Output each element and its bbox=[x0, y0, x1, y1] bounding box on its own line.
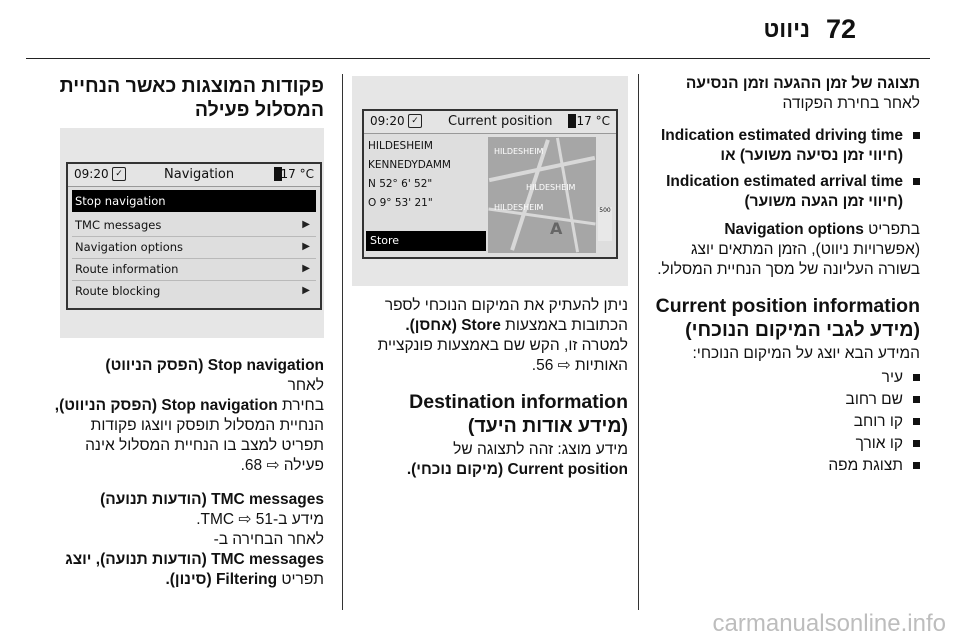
page-title: ניווט bbox=[763, 16, 810, 42]
temperature: 17 °C bbox=[576, 114, 610, 128]
device-screen bbox=[362, 109, 618, 259]
watermark: carmanualsonline.info bbox=[712, 610, 946, 637]
tmc-text: מידע ב-TMC ⇨ 51. bbox=[196, 511, 324, 528]
status-bar bbox=[364, 111, 616, 134]
map-label: HILDESHEIM bbox=[526, 183, 576, 192]
check-icon: ✓ bbox=[112, 167, 126, 181]
stop-navigation-term: Stop navigation bbox=[161, 397, 278, 414]
option-driving-time-he: (חיווי זמן נסיעה משוער) או bbox=[720, 147, 903, 164]
bullet-text: תצוגת מפה bbox=[828, 457, 903, 474]
stop-navigation-term-he: (הפסק הניווט) bbox=[105, 357, 204, 374]
stop-navigation-text-5: פעילה ⇨ 68. bbox=[240, 457, 324, 474]
nav-options-text: (אפשרויות ניווט), הזמן המתאים יוצג bbox=[690, 241, 920, 258]
menu-item-label: Stop navigation bbox=[75, 194, 166, 208]
store-paragraph-line4: האותיות ⇨ 56. bbox=[531, 357, 628, 374]
column-divider-left bbox=[342, 74, 343, 610]
current-position-term-he: (מיקום נוכחי). bbox=[406, 461, 504, 478]
column-left-text bbox=[40, 356, 324, 590]
map-label: A bbox=[550, 219, 563, 238]
section-intro: המידע הבא יוצג על המיקום הנוכחי: bbox=[692, 345, 920, 362]
temperature: 17 °C bbox=[280, 167, 314, 181]
position-details bbox=[368, 137, 484, 213]
tmc-messages-title bbox=[40, 490, 324, 510]
store-term-he: (אחסן). bbox=[405, 317, 457, 334]
map-view[interactable] bbox=[488, 137, 596, 253]
store-term: Store bbox=[461, 317, 501, 334]
menu-item-label: Navigation options bbox=[75, 240, 184, 254]
nav-options-term: Navigation options bbox=[724, 221, 864, 238]
chevron-right-icon: ▶ bbox=[302, 285, 310, 296]
store-paragraph-line2 bbox=[352, 316, 628, 336]
list-item bbox=[648, 368, 920, 388]
arrival-time-heading-sub: לאחר בחירת הפקודה bbox=[782, 95, 920, 112]
list-item bbox=[648, 390, 920, 410]
chevron-right-icon: ▶ bbox=[302, 241, 310, 252]
list-item bbox=[648, 172, 920, 212]
destination-paragraph-line2 bbox=[352, 460, 628, 480]
stop-navigation-text-3: הנחיית המסלול תופסק ויוצגו פקודות bbox=[90, 417, 324, 434]
check-icon: ✓ bbox=[408, 114, 422, 128]
filtering-term: Filtering bbox=[215, 571, 278, 588]
bullet-square-icon bbox=[913, 374, 920, 381]
status-bar bbox=[68, 164, 320, 187]
fuel-gauge-icon bbox=[568, 114, 576, 128]
tmc-messages-term-he: (הודעות תנועה), יוצג bbox=[65, 551, 207, 568]
map-label: HILDESHEIM bbox=[494, 203, 544, 212]
text-span: בחירת bbox=[281, 397, 324, 414]
stop-navigation-text-4: תפריט למצב בו הנחיית המסלול אינה bbox=[85, 437, 324, 454]
tmc-text-2: לאחר הבחירה ב- bbox=[213, 531, 324, 548]
device-screen bbox=[66, 162, 322, 310]
text-span: תפריט bbox=[281, 571, 324, 588]
street-value: KENNEDYDAMM bbox=[368, 159, 451, 171]
tmc-text-4 bbox=[40, 570, 324, 590]
bullet-square-icon bbox=[913, 396, 920, 403]
list-item bbox=[648, 126, 920, 166]
nav-options-line: בתפריט Navigation options bbox=[724, 221, 920, 238]
bullet-text: קו אורך bbox=[855, 435, 903, 452]
list-item bbox=[648, 456, 920, 476]
tmc-messages-term-he: (הודעות תנועה) bbox=[100, 491, 207, 508]
menu-item-stop-navigation[interactable] bbox=[72, 190, 316, 212]
option-arrival-time: Indication estimated arrival time bbox=[666, 173, 903, 190]
option-driving-time: Indication estimated driving time bbox=[660, 127, 903, 144]
filtering-term-he: (סינון). bbox=[165, 571, 212, 588]
bullet-square-icon bbox=[913, 462, 920, 469]
list-item bbox=[648, 434, 920, 454]
chevron-right-icon: ▶ bbox=[302, 219, 310, 230]
section-title-current-position: Current position information bbox=[655, 295, 920, 317]
screen-title: Current position bbox=[448, 114, 553, 129]
menu-item-route-blocking[interactable] bbox=[72, 280, 316, 302]
menu-item-navigation-options[interactable] bbox=[72, 236, 316, 259]
header-rule bbox=[26, 58, 930, 59]
section-title-destination: Destination information bbox=[409, 391, 628, 413]
current-position-term: Current position bbox=[507, 461, 628, 478]
screen-title: Navigation bbox=[164, 167, 235, 182]
city-value: HILDESHEIM bbox=[368, 140, 433, 152]
stop-navigation-term-he: (הפסק הניווט), bbox=[54, 397, 158, 414]
tmc-messages-term: TMC messages bbox=[211, 551, 324, 568]
stop-navigation-title bbox=[40, 356, 324, 376]
menu-item-route-information[interactable] bbox=[72, 258, 316, 281]
option-arrival-time-he: (חיווי זמן הגעה משוער) bbox=[744, 193, 903, 210]
list-item bbox=[648, 412, 920, 432]
section-title-active-guidance-2: המסלול פעילה bbox=[194, 99, 324, 121]
bullet-square-icon bbox=[913, 132, 920, 139]
tmc-messages-term: TMC messages bbox=[211, 491, 324, 508]
column-divider-right bbox=[638, 74, 639, 610]
store-paragraph: ניתן להעתיק את המיקום הנוכחי לספר bbox=[384, 297, 628, 314]
tmc-text-3 bbox=[40, 550, 324, 570]
column-left bbox=[40, 74, 324, 122]
arrival-time-heading: תצוגה של זמן ההגעה וזמן הנסיעה bbox=[685, 75, 920, 92]
text-span: הכתובות באמצעות bbox=[505, 317, 628, 334]
column-right bbox=[648, 74, 920, 476]
clock: 09:20 bbox=[370, 114, 405, 128]
bullet-square-icon bbox=[913, 178, 920, 185]
longitude-value: O 9° 53' 21" bbox=[368, 197, 433, 209]
menu-item-tmc-messages[interactable] bbox=[72, 214, 316, 237]
scale-label: 500 bbox=[599, 207, 611, 214]
map-label: HILDESHEIM bbox=[494, 147, 544, 156]
menu-item-label: Route information bbox=[75, 262, 179, 276]
nav-options-text-2: בשורה העליונה של מסך הנחיית המסלול. bbox=[657, 261, 920, 278]
bullet-text: עיר bbox=[881, 369, 903, 386]
page-number: 72 bbox=[826, 14, 857, 44]
latitude-value: N 52° 6' 52" bbox=[368, 178, 433, 190]
menu-item-label: Route blocking bbox=[75, 284, 161, 298]
current-position-screenshot bbox=[352, 76, 628, 286]
bullet-text: קו רוחב bbox=[853, 413, 903, 430]
stop-navigation-text: לאחר bbox=[287, 377, 324, 394]
stop-navigation-term: Stop navigation bbox=[207, 357, 324, 374]
page-header bbox=[0, 0, 960, 60]
menu-item-label: TMC messages bbox=[75, 218, 162, 232]
store-paragraph-line3: למטרה זו, הקש שם באמצעות פונקציית bbox=[377, 337, 628, 354]
map-scale bbox=[598, 207, 612, 241]
bullet-text: שם רחוב bbox=[845, 391, 903, 408]
stop-navigation-text-2 bbox=[40, 396, 324, 416]
section-title-active-guidance: פקודות המוצגות כאשר הנחיית bbox=[59, 75, 324, 97]
store-button[interactable]: Store bbox=[366, 231, 486, 251]
navigation-menu-screenshot bbox=[60, 128, 324, 338]
chevron-right-icon: ▶ bbox=[302, 263, 310, 274]
section-title-destination-he: (מידע אודות היעד) bbox=[467, 415, 628, 437]
destination-paragraph: מידע מוצג: זהה לתצוגה של bbox=[453, 441, 628, 458]
column-middle-text bbox=[352, 296, 628, 480]
section-title-current-position-he: (מידע לגבי המיקום הנוכחי) bbox=[685, 319, 920, 341]
clock: 09:20 bbox=[74, 167, 109, 181]
bullet-square-icon bbox=[913, 418, 920, 425]
bullet-square-icon bbox=[913, 440, 920, 447]
